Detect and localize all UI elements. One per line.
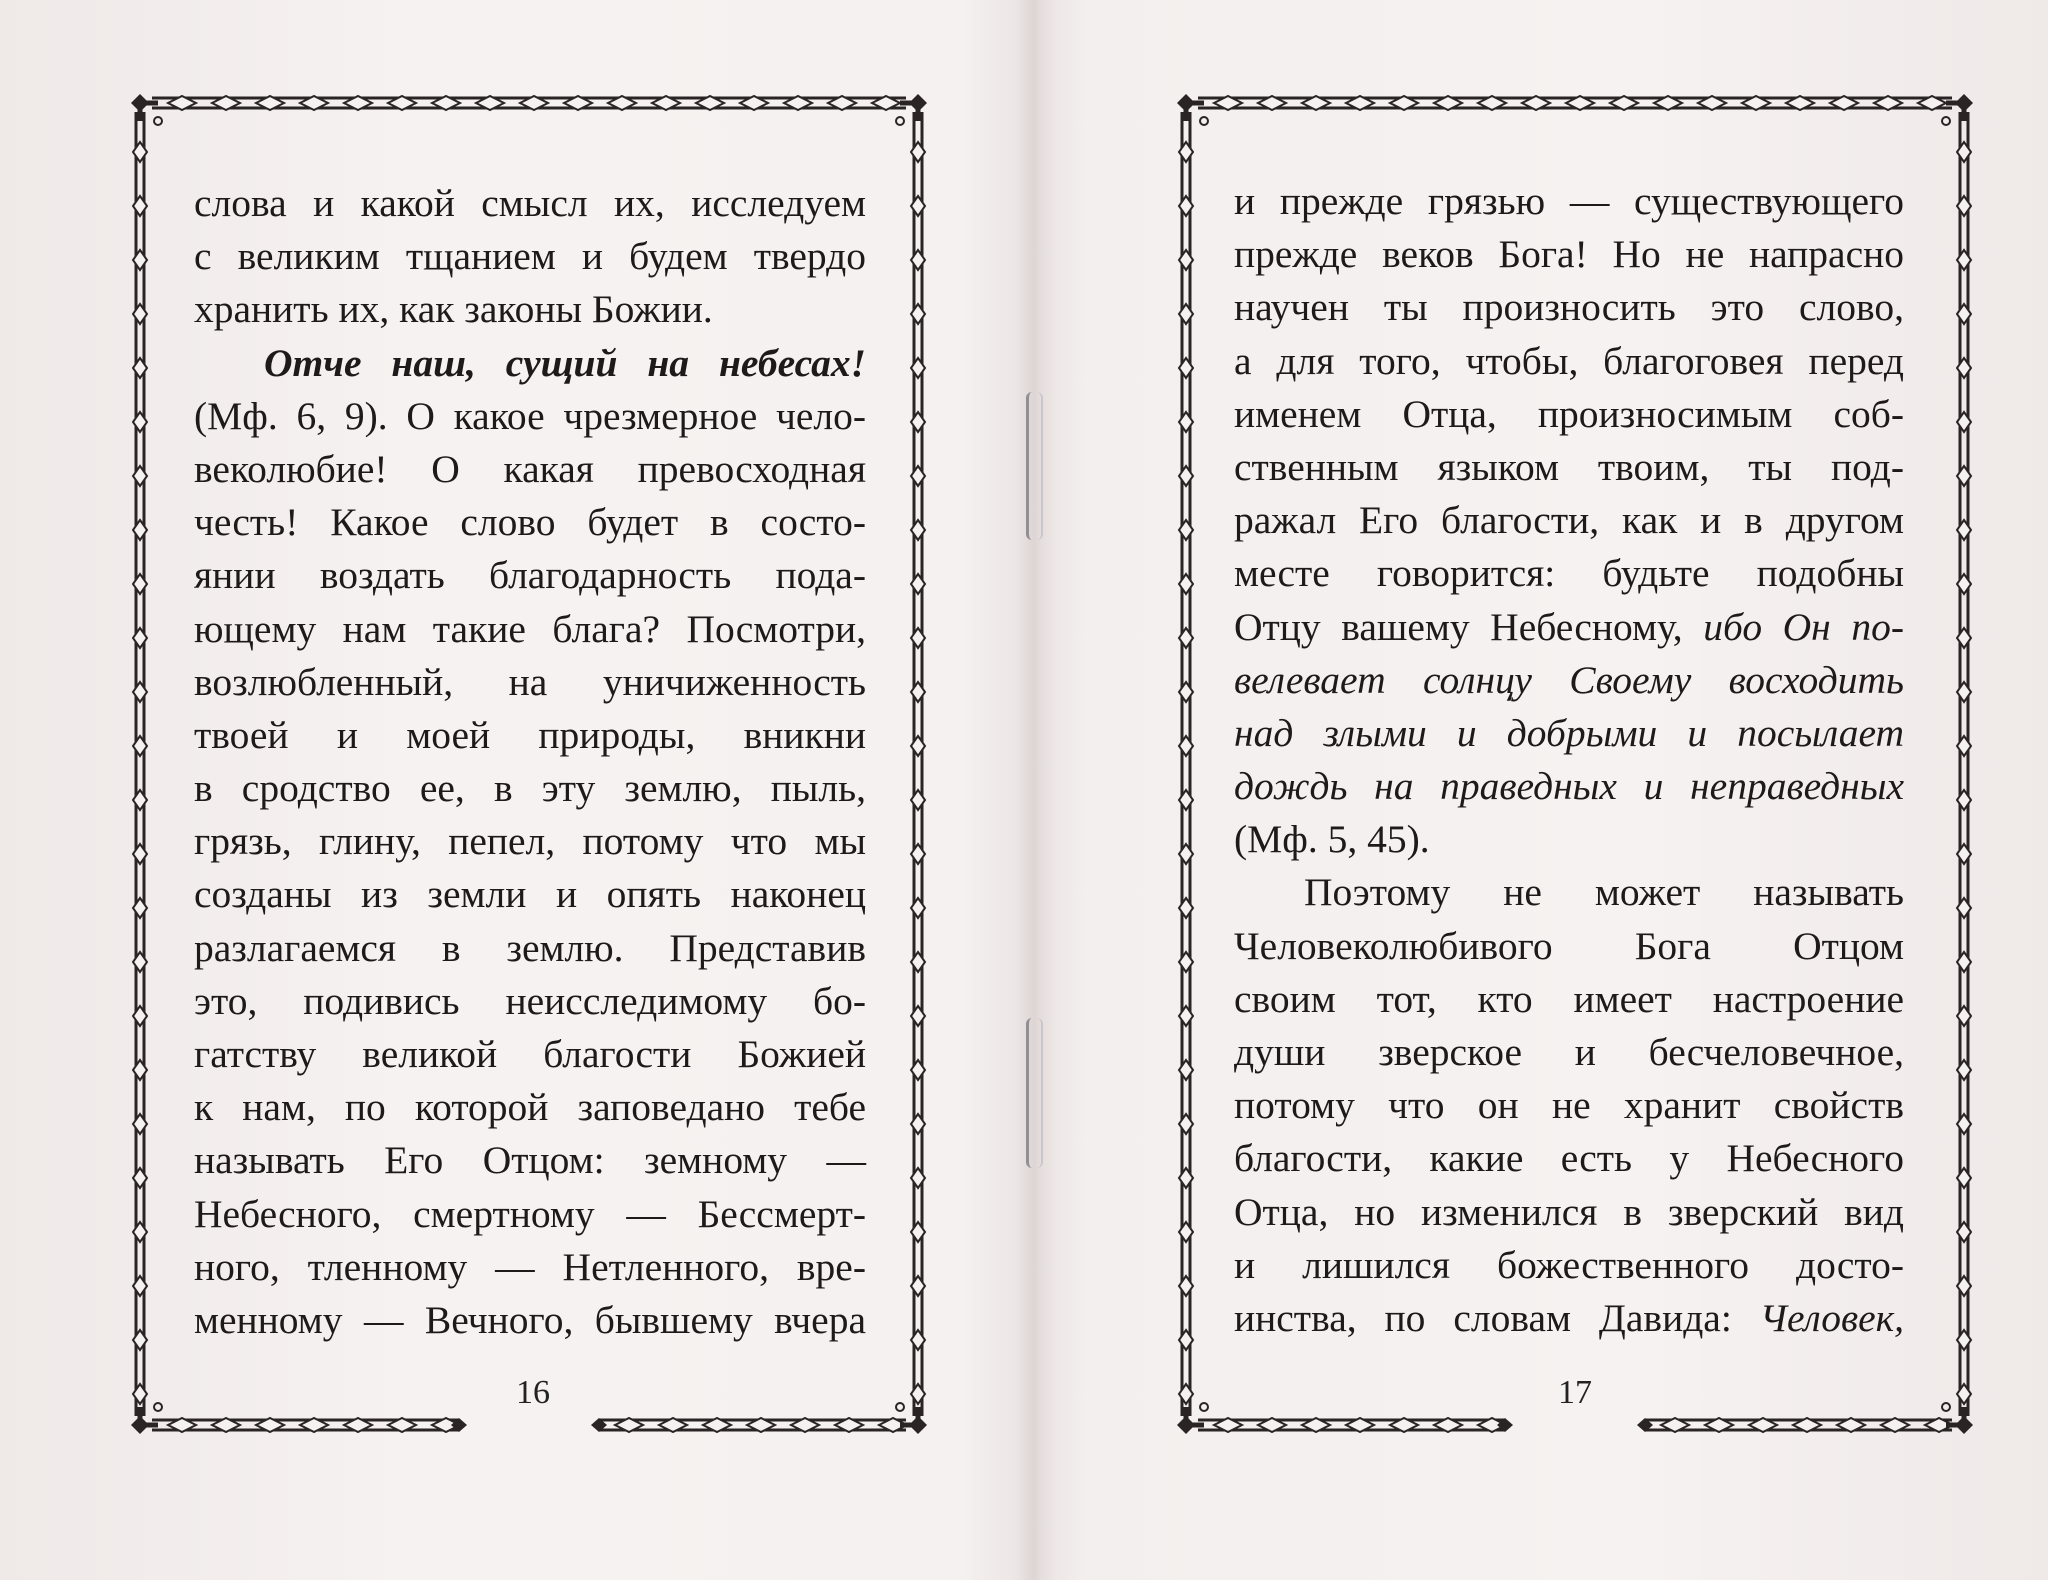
text-run: хранить их, как законы Божии. [194, 287, 713, 332]
text-line [194, 549, 866, 602]
text-line [1234, 228, 1904, 281]
text-run: называть Его Отцом: земному — [194, 1138, 866, 1183]
text-run: слова и какой смысл их, исследуем [194, 181, 866, 225]
text-run: ного, тленному — Нетленного, вре- [194, 1244, 866, 1289]
text-run: Отче наш, сущий на небесах! [264, 340, 866, 385]
text-run: ственным языком твоим, ты под- [1234, 444, 1904, 489]
text-line [1234, 1079, 1904, 1132]
text-run: а для того, чтобы, благоговея перед [1234, 338, 1904, 383]
text-line [1234, 813, 1904, 866]
text-run: гатству великой благости Божией [194, 1032, 866, 1076]
text-run: дождь на праведных и неправедных [1234, 764, 1904, 809]
text-run: потому что он не хранит свойств [1234, 1083, 1904, 1128]
text-line [1234, 281, 1904, 334]
text-line [1234, 175, 1904, 228]
text-run: Человеколюбивого Бога Отцом [1234, 923, 1904, 968]
text-run: ющему нам такие блага? Посмотри, [194, 606, 866, 651]
text-run: это, подивись неисследимому бо- [194, 978, 866, 1023]
text-run: ражал Его благости, как и в другом [1234, 498, 1904, 543]
right-page-text [1234, 175, 1904, 1345]
left-page [126, 84, 932, 1444]
text-line [194, 1294, 866, 1347]
left-page-number: 16 [516, 1374, 550, 1411]
text-line [194, 230, 866, 283]
text-line [1234, 920, 1904, 973]
text-run: именем Отца, произносимым соб- [1234, 391, 1904, 436]
text-line [194, 337, 866, 390]
text-line [194, 603, 866, 656]
text-line [194, 922, 866, 975]
text-run: к нам, по которой заповедано тебе [194, 1085, 866, 1130]
text-line [1234, 1026, 1904, 1079]
text-run: честь! Какое слово будет в состо- [194, 500, 866, 545]
text-line [1234, 1292, 1904, 1345]
text-run: своим тот, кто имеет настроение [1234, 976, 1904, 1021]
text-line [1234, 1186, 1904, 1239]
text-line [1234, 547, 1904, 600]
book-gutter [1016, 0, 1056, 1580]
text-run: велевает солнцу Своему восходить [1234, 657, 1904, 702]
text-line [194, 496, 866, 549]
text-run: (Мф. 6, 9). О какое чрезмерное чело- [194, 393, 866, 438]
text-run: янии воздать благодарность пода- [194, 553, 866, 598]
text-run: менному — Вечного, бывшему вчера [194, 1297, 866, 1342]
text-run: разлагаемся в землю. Представив [194, 925, 866, 970]
right-page [1172, 84, 1978, 1444]
text-run: Поэтому не может называть [1304, 870, 1904, 915]
text-line [1234, 388, 1904, 441]
text-run: благости, какие есть у Небесного [1234, 1136, 1904, 1181]
text-run: прежде веков Бога! Но не напрасно [1234, 232, 1904, 277]
text-run: твоей и моей природы, вникни [194, 712, 866, 757]
text-line [194, 177, 866, 230]
left-page-text [194, 177, 866, 1347]
text-run: и лишился божественного досто- [1234, 1242, 1904, 1287]
text-run: Небесного, смертному — Бессмерт- [194, 1191, 866, 1236]
text-line [194, 1028, 866, 1081]
text-line [1234, 601, 1904, 654]
text-line [1234, 494, 1904, 547]
text-run: ибо Он по- [1703, 604, 1904, 649]
text-line [1234, 1132, 1904, 1185]
text-run: души зверское и бесчеловечное, [1234, 1030, 1904, 1074]
text-line [194, 443, 866, 496]
text-run: с великим тщанием и будем твердо [194, 234, 866, 279]
text-line [194, 868, 866, 921]
text-run: грязь, глину, пепел, потому что мы [194, 819, 866, 864]
text-run: Человек, [1759, 1295, 1904, 1340]
text-run: Отцу вашему Небесному, [1234, 604, 1704, 649]
text-line [194, 1241, 866, 1294]
text-line [194, 656, 866, 709]
text-line [194, 815, 866, 868]
text-line [194, 283, 866, 336]
text-run: (Мф. 5, 45). [1234, 817, 1430, 862]
text-line [194, 1134, 866, 1187]
text-line [194, 390, 866, 443]
text-line [1234, 973, 1904, 1026]
text-line [1234, 335, 1904, 388]
text-run: инства, по словам Давида: [1234, 1295, 1760, 1340]
staple-top [1026, 392, 1043, 540]
text-line [194, 762, 866, 815]
text-run: в сродство ее, в эту землю, пыль, [194, 766, 866, 811]
text-run: веколюбие! О какая превосходная [194, 446, 866, 491]
text-line [1234, 441, 1904, 494]
text-line [1234, 866, 1904, 919]
text-run: над злыми и добрыми и посылает [1234, 710, 1904, 755]
text-run: созданы из земли и опять наконец [194, 872, 866, 917]
text-line [1234, 760, 1904, 813]
text-line [194, 975, 866, 1028]
right-page-number: 17 [1558, 1374, 1592, 1411]
text-run: месте говорится: будьте подобны [1234, 551, 1904, 596]
staple-bottom [1026, 1018, 1043, 1168]
text-line [194, 1188, 866, 1241]
text-line [194, 709, 866, 762]
text-run: Отца, но изменился в зверский вид [1234, 1189, 1904, 1234]
text-line [1234, 654, 1904, 707]
text-run: и прежде грязью — существующего [1234, 179, 1904, 223]
text-run: возлюбленный, на уничиженность [194, 659, 866, 704]
text-line [1234, 1239, 1904, 1292]
text-run: научен ты произносить это слово, [1234, 285, 1904, 330]
text-line [194, 1081, 866, 1134]
text-line [1234, 707, 1904, 760]
